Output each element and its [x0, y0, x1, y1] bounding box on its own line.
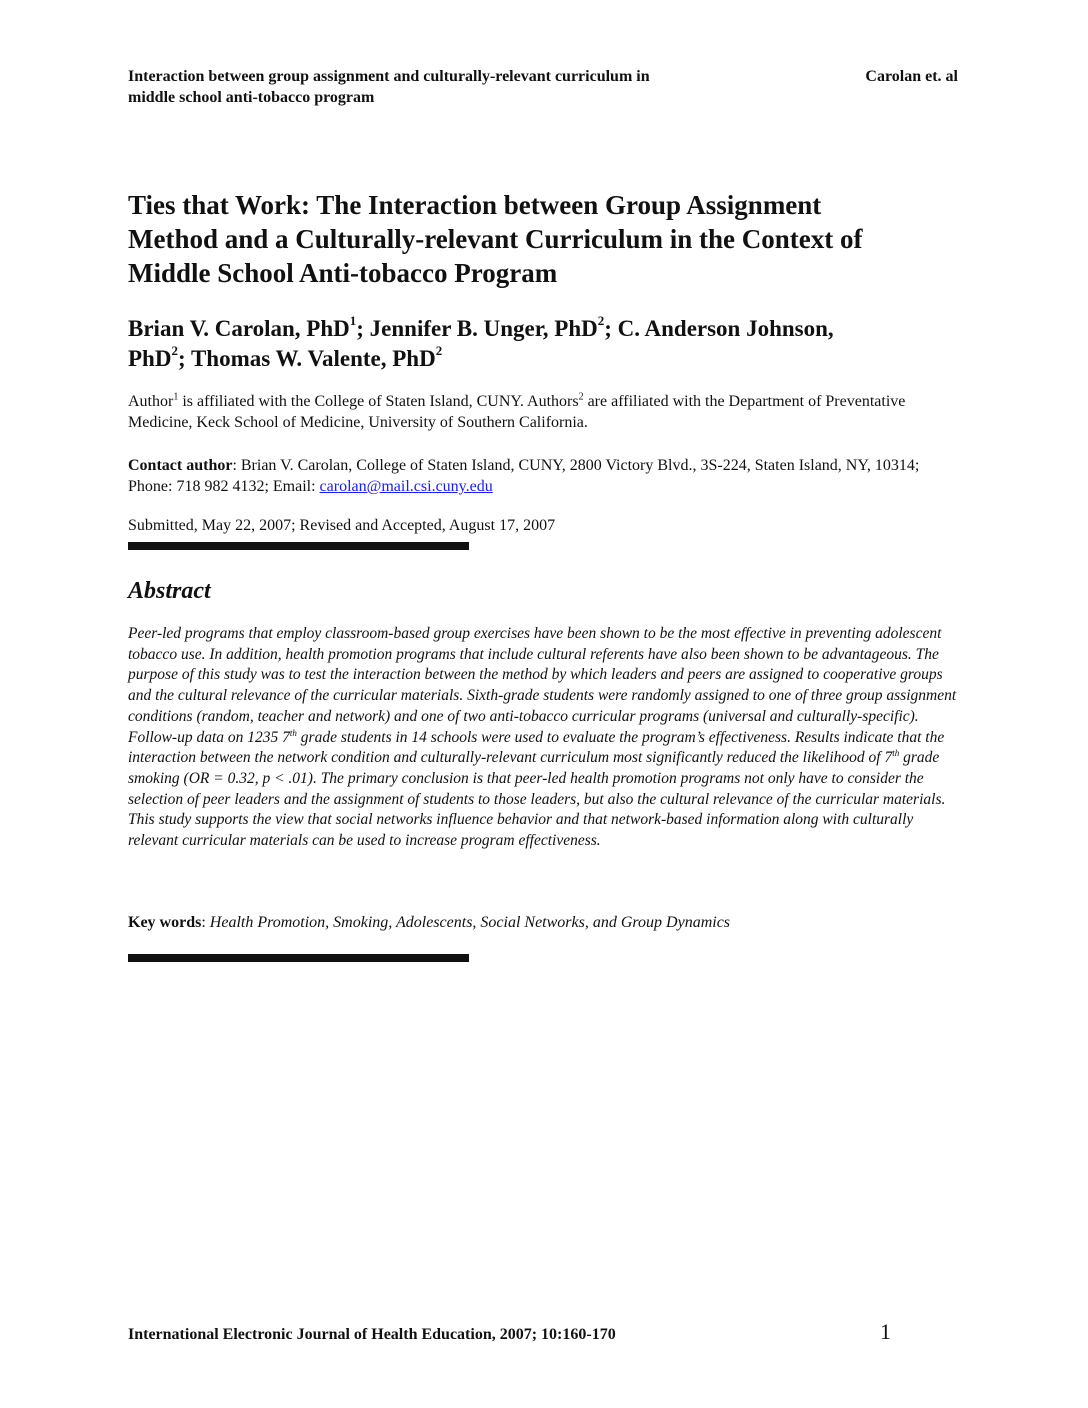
paper-title-line3: Middle School Anti-tobacco Program	[128, 258, 558, 288]
author-4-name: ; Thomas W. Valente, PhD	[177, 346, 436, 371]
author-3-name: ; C. Anderson Johnson,	[604, 316, 834, 341]
author-4-affiliation-mark: 2	[435, 343, 443, 359]
keywords-colon: :	[201, 914, 210, 931]
abstract-heading: Abstract	[128, 578, 211, 604]
author-2-affiliation-mark: 2	[597, 313, 605, 329]
running-header-title	[128, 66, 728, 108]
affiliation-mark-1: 1	[173, 391, 179, 403]
affiliation-text-3: are affiliated with the Department of Preventative Medicine, Keck School of Medicine, University of Southern California.	[128, 393, 906, 431]
paper-title-line2: Method and a Culturally-relevant Curriculum in the Context of	[128, 224, 863, 254]
abstract-text-1: Peer-led programs that employ classroom-based group exercises have been shown to be the most effective in preventing adolescent tobacco use. In addition, health promotion programs that include cultural referents have also been shown to be advantageous. The purpose of this study was to test the interaction between the method by which leaders and peers are assigned to cooperative groups and the cultural relevance of the curricular materials. Sixth-grade students were randomly assigned to one of three group assignment conditions (random, teacher and network) and one of two anti-tobacco curricular programs (universal and culturally-specific). Follow-up data on 1235 7	[128, 625, 957, 746]
contact-details: : Brian V. Carolan, College of Staten Island, CUNY, 2800 Victory Blvd., 3S-224, Staten Island, NY, 10314; Phone: 718 982 4132; Email:	[128, 457, 920, 495]
paper-title-line1: Ties that Work: The Interaction between Group Assignment	[128, 190, 822, 220]
affiliation-text-1: Author	[128, 393, 174, 410]
abstract-superscript-2: th	[892, 748, 900, 759]
paper-title	[128, 188, 958, 290]
affiliation-mark-2: 2	[578, 391, 584, 403]
abstract-body	[128, 624, 958, 852]
affiliation-text-2: is affiliated with the College of Staten Island, CUNY. Authors	[178, 393, 579, 410]
keywords-label: Key words	[128, 914, 202, 931]
running-header-title-line1: Interaction between group assignment and culturally-relevant curriculum in	[128, 68, 650, 85]
abstract-superscript-1: th	[289, 727, 297, 738]
contact-email-link[interactable]: carolan@mail.csi.cuny.edu	[319, 478, 493, 495]
submission-dates: Submitted, May 22, 2007; Revised and Accepted, August 17, 2007	[128, 517, 556, 534]
running-header-title-line2: middle school anti-tobacco program	[128, 89, 375, 106]
contact-label: Contact author	[128, 457, 233, 474]
running-header-author: Carolan et. al	[865, 68, 958, 85]
divider-rule-bottom	[128, 954, 469, 962]
author-1-affiliation-mark: 1	[349, 313, 357, 329]
abstract-text-2: grade students in 14 schools were used to evaluate the program’s effectiveness. Results indicate that the interaction between the network condition and culturally-relevant curriculum most significantly reduced the likelihood of 7	[128, 728, 945, 767]
keywords-list: Health Promotion, Smoking, Adolescents, Social Networks, and Group Dynamics	[209, 914, 731, 931]
contact-author	[128, 455, 958, 497]
author-3-affiliation-mark: 2	[171, 343, 178, 359]
author-3-degree: PhD	[128, 346, 172, 371]
author-1-name: Brian V. Carolan, PhD	[128, 316, 350, 341]
keywords	[128, 912, 958, 933]
author-2-name: ; Jennifer B. Unger, PhD	[356, 316, 598, 341]
page-number: 1	[880, 1319, 891, 1344]
divider-rule-top	[128, 542, 469, 550]
affiliation-note	[128, 391, 958, 433]
abstract-text-3: grade smoking (OR = 0.32, p < .01). The primary conclusion is that peer-led health promotion programs not only have to consider the selection of peer leaders and the assignment of students to those leaders, but also the cultural relevance of the curricular materials. This study supports the view that social networks influence behavior and that network-based information along with culturally relevant curricular materials can be used to increase program effectiveness.	[128, 749, 946, 850]
author-list	[128, 314, 958, 374]
journal-footer: International Electronic Journal of Health Education, 2007; 10:160-170	[128, 1326, 616, 1343]
